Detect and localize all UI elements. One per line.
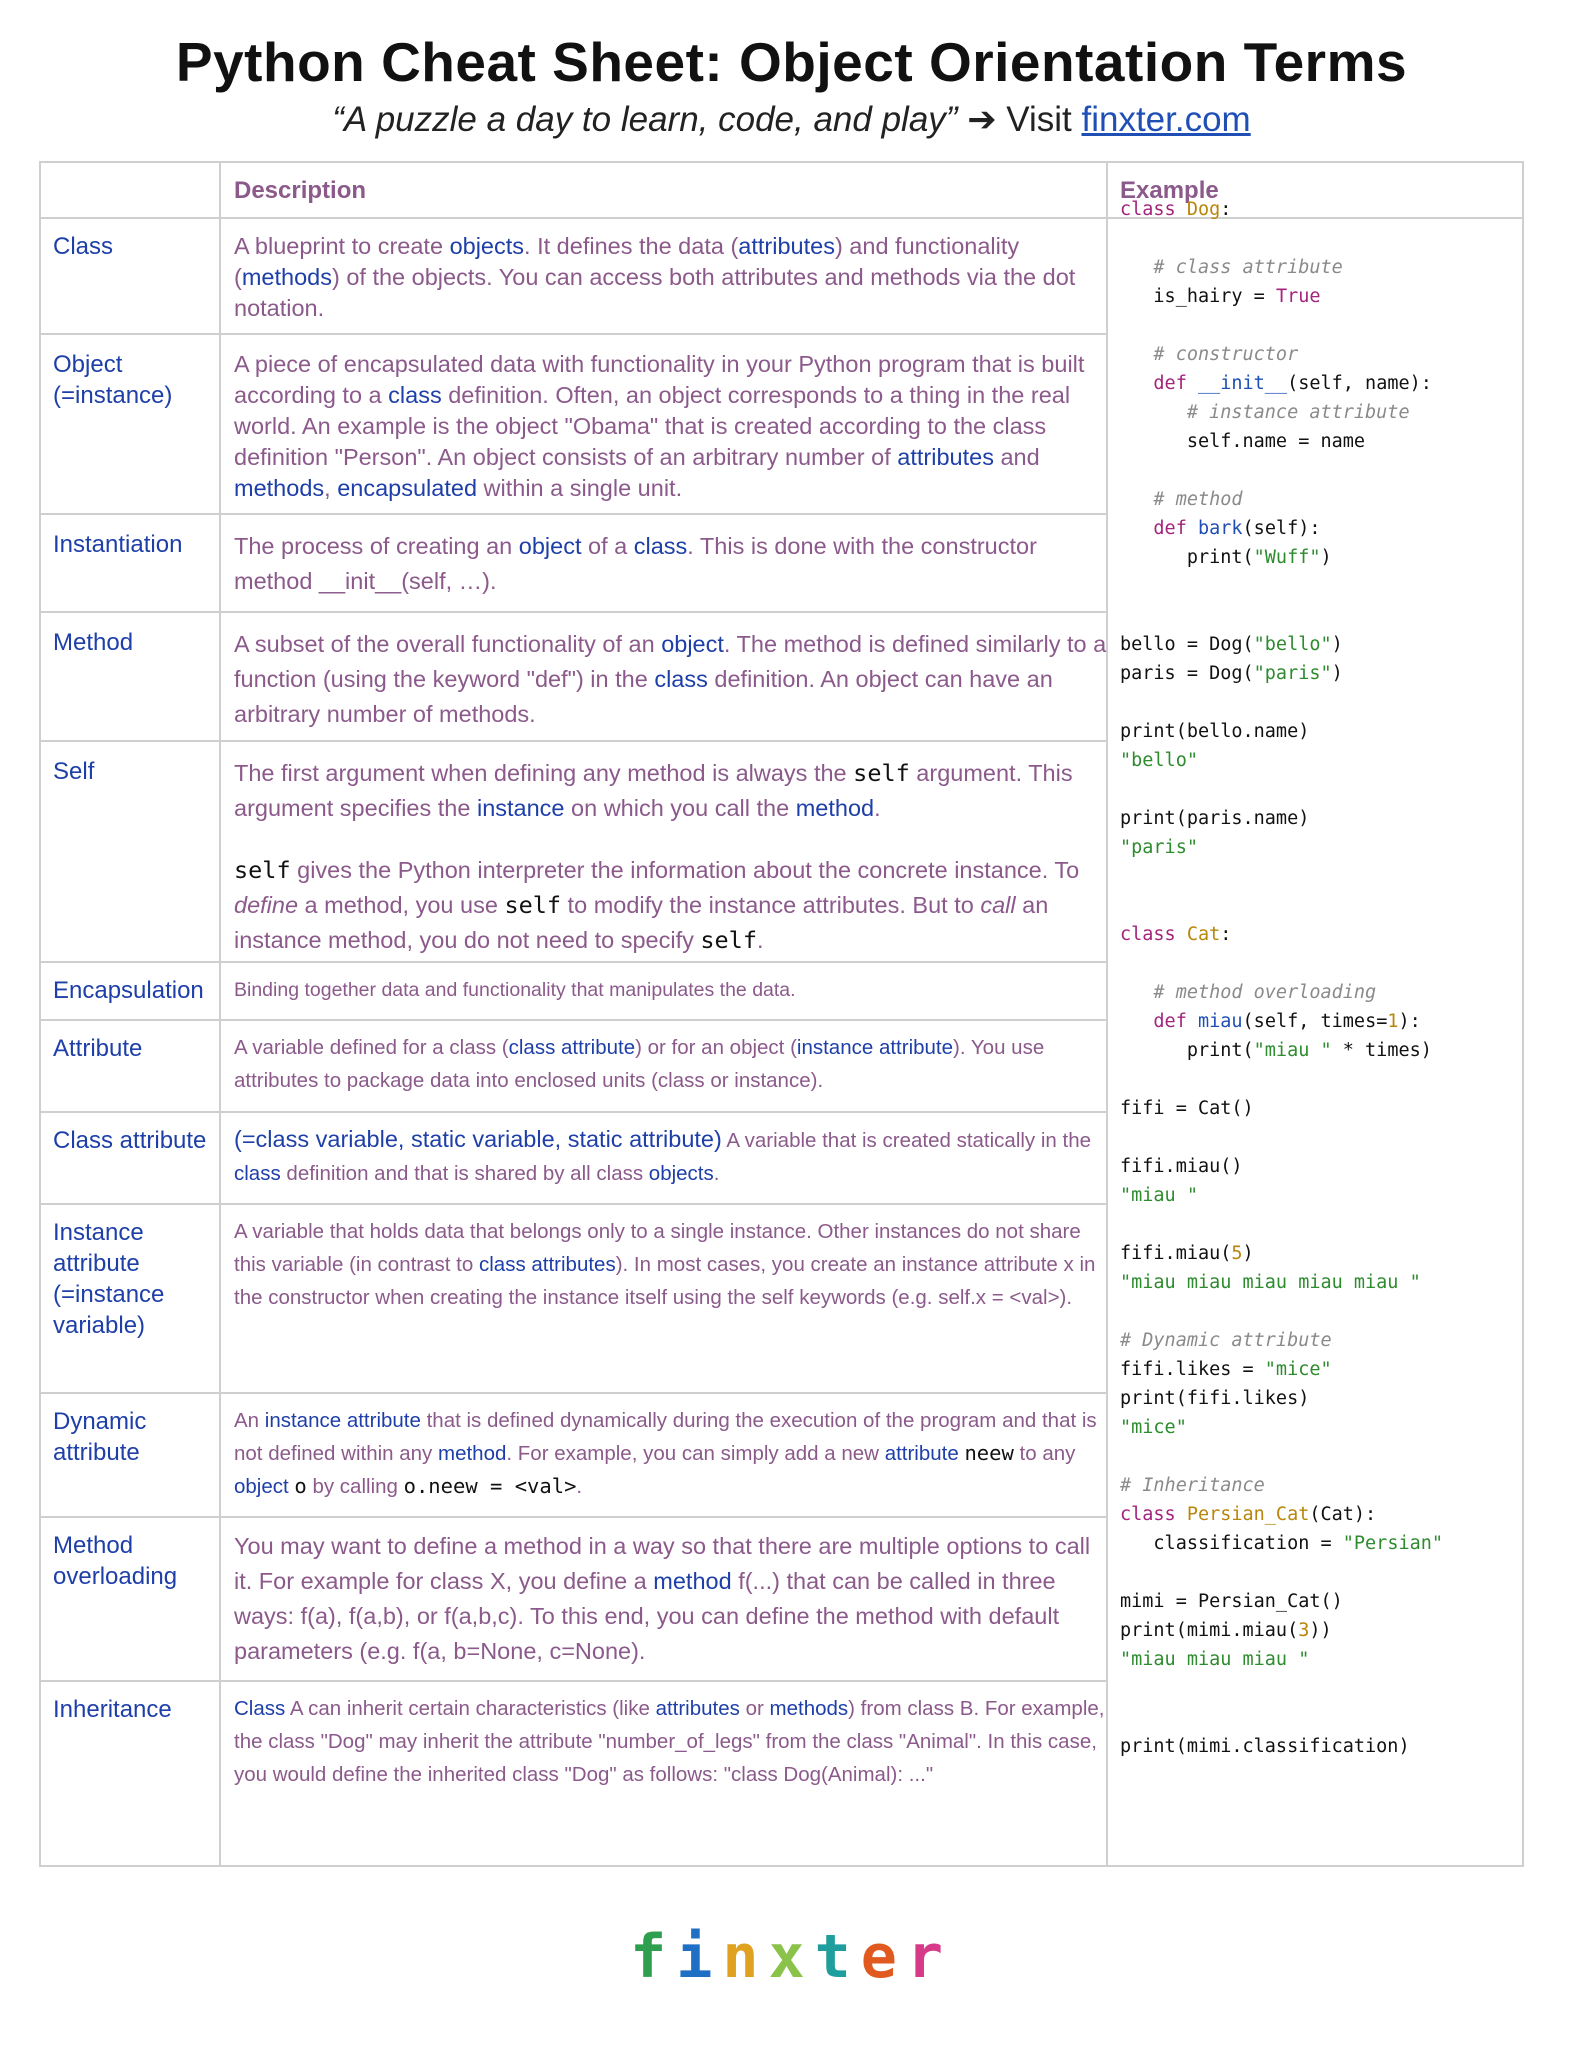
code-token: class [1120,924,1187,945]
keyword-link: class [654,666,708,692]
term-class-attribute: Class attribute [53,1127,207,1154]
text-run: . [874,795,881,821]
text-run: argument. This argument specifies the [234,760,1073,821]
emphasis: define [234,892,299,918]
text-run: A blueprint to create [234,233,450,259]
code-line [1120,663,1343,684]
desc-instance-attribute [234,1215,1114,1314]
code-line [1120,1272,1421,1293]
code-token: # method [1120,489,1243,510]
term-dynamic-attribute: Dynamic attribute [53,1408,147,1466]
term-method: Method [53,629,134,656]
code-token: "miau " [1253,1040,1332,1061]
keyword-link: methods [241,264,332,290]
text-run: of a [581,533,634,559]
logo-letter: f [630,1922,677,1992]
page-title: Python Cheat Sheet: Object Orientation Terms [175,31,1408,93]
code-line [1120,1417,1187,1438]
term-self: Self [53,758,95,785]
code-token: ) [1331,634,1343,655]
code-line [1120,199,1231,220]
code-token: is_hairy = [1120,286,1276,307]
keyword-link: class [388,382,442,408]
desc-method [234,627,1114,732]
keyword-link: instance attribute [264,1409,421,1432]
text-run: . [576,1475,583,1498]
arrow-icon: ➔ [967,100,997,139]
emphasis: call [980,892,1016,918]
code-token: "Persian" [1342,1533,1444,1554]
code-token [1120,518,1153,539]
code-token: self.name = name [1120,431,1366,452]
desc-instantiation [234,529,1114,599]
code-token: * times) [1331,1040,1432,1061]
text-run: gives the Python interpreter the information about the concrete instance. To [290,857,1080,883]
code-line [1120,1156,1243,1177]
column-divider [219,163,221,1865]
code-token: : [1220,924,1232,945]
term-encapsulation: Encapsulation [53,977,204,1004]
code-line [1120,344,1298,365]
row-divider [41,513,1106,515]
text-run: a method, you use [298,892,505,918]
text-run: ) or for an object ( [635,1036,797,1059]
code-line [1120,402,1410,423]
code-line [1120,1533,1443,1554]
row-divider [41,1516,1106,1518]
desc-method-overloading [234,1529,1114,1669]
code-token: fifi.miau() [1120,1156,1243,1177]
text-run: . This is done with the constructor method __init__(self, …). [234,533,1037,594]
code-token: fifi.miau( [1120,1243,1232,1264]
keyword-link: attributes [655,1697,740,1720]
keyword-link: attribute [884,1442,959,1465]
code-line [1120,837,1198,858]
text-run: by calling [306,1475,404,1498]
code-line [1120,982,1376,1003]
code-token: 3 [1298,1620,1310,1641]
code-line [1120,1040,1432,1061]
code-token: fifi = Cat() [1120,1098,1254,1119]
text-run: ) of the objects. You can access both attributes and methods via the dot notation. [234,264,1076,321]
desc-class-attribute [234,1123,1114,1190]
code-line [1120,1359,1332,1380]
desc-dynamic-attribute [234,1404,1114,1503]
row-divider [41,1680,1106,1682]
text-run: definition and that is shared by all class [280,1162,649,1185]
text-run: ) and functionality ( [234,233,1020,290]
term-instantiation: Instantiation [53,531,183,558]
text-run: within a single unit. [477,475,683,501]
text-run: You may want to define a method in a way so that there are multiple options to call it. For example for class X, you define a [234,1533,1091,1594]
desc-attribute [234,1031,1114,1097]
text-run: A variable that is created statically in the [721,1129,1092,1152]
text-run: The first argument when defining any method is always the [234,760,854,786]
desc-class [234,231,1114,324]
code-token: True [1275,286,1321,307]
code-line [1120,750,1198,771]
text-run: an instance method, you do not need to specify [234,892,1049,953]
code-inline: o.neew = <val> [403,1474,577,1498]
keyword-link: Class [234,1697,286,1720]
text-run: ). You use attributes to package data into enclosed units (class or instance). [234,1036,1045,1092]
row-divider [41,740,1106,742]
code-inline: self [504,891,562,919]
text-run: or [739,1697,770,1720]
code-inline: self [700,926,757,954]
code-token: (self): [1242,518,1321,539]
code-token: "bello" [1120,750,1198,771]
code-token: # Dynamic attribute [1120,1330,1332,1351]
keyword-link: methods [769,1697,849,1720]
code-token: def [1153,518,1198,539]
keyword-link: objects [449,233,525,259]
code-token: def [1153,1011,1198,1032]
desc-inheritance [234,1692,1114,1791]
code-line [1120,1098,1254,1119]
code-line [1120,1736,1410,1757]
desc-self-2 [234,853,1114,958]
text-run: definition. Often, an object corresponds to a thing in the real world. An example is the object "Obama" that is created according to the class definition "Person". An object consists of an arbitrary number of [234,382,1071,470]
code-token: classification = [1120,1533,1343,1554]
code-line [1120,924,1231,945]
code-token: print( [1120,1040,1254,1061]
code-token: 1 [1387,1011,1399,1032]
code-token: print(bello.name) [1120,721,1310,742]
code-token: mimi = Persian_Cat() [1120,1591,1343,1612]
keyword-link: objects [648,1162,714,1185]
code-token: Cat [1186,924,1221,945]
code-inline: self [234,856,291,884]
code-token: "Wuff" [1253,547,1321,568]
code-token: # method overloading [1120,982,1377,1003]
code-line [1120,1185,1198,1206]
logo-letter: r [906,1922,953,1992]
code-token: # class attribute [1120,257,1343,278]
code-line [1120,518,1321,539]
term-inheritance: Inheritance [53,1696,172,1723]
code-line [1120,1011,1421,1032]
keyword-link: methods [234,475,325,501]
logo-letter: x [768,1922,815,1992]
code-token [1120,373,1153,394]
subtitle [0,100,1583,140]
code-token: "mice" [1264,1359,1332,1380]
keyword-link: class attributes [478,1253,616,1276]
code-line [1120,1330,1332,1351]
keyword-link: object [234,1475,289,1498]
code-token: # instance attribute [1120,402,1410,423]
code-line [1120,808,1309,829]
code-token: (self, times= [1242,1011,1388,1032]
code-token: paris = Dog( [1120,663,1254,684]
finxter-logo [0,1922,1583,1992]
row-divider [41,1111,1106,1113]
subtitle-quote: “A puzzle a day to learn, code, and play” [332,100,958,139]
row-divider [41,611,1106,613]
code-token: bello = Dog( [1120,634,1254,655]
code-token: miau [1197,1011,1243,1032]
code-token: __init__ [1197,373,1288,394]
text-run: A subset of the overall functionality of an [234,631,662,657]
logo-letter: t [814,1922,861,1992]
row-divider [41,333,1106,335]
keyword-link: encapsulated [337,475,478,501]
code-token: print( [1120,547,1254,568]
code-token: class [1120,199,1187,220]
synonym-note: (=class variable, static variable, static attribute) [234,1126,722,1152]
text-run: . [756,927,764,953]
code-inline: neew [964,1441,1014,1465]
text-run: on which you call the [564,795,796,821]
row-divider [41,1392,1106,1394]
text-run: , [324,475,338,501]
row-divider [41,961,1106,963]
desc-self [234,756,1114,826]
code-inline: self [853,759,910,787]
finxter-link[interactable]: finxter.com [1081,100,1251,139]
header-divider [41,217,1524,219]
code-token: : [1220,199,1232,220]
code-token: print(paris.name) [1120,808,1310,829]
terms-table [39,161,1524,1867]
desc-encapsulation [234,974,1114,1007]
code-token: ): [1398,1011,1421,1032]
text-run: and [993,444,1040,470]
code-line [1120,1504,1376,1525]
code-line [1120,286,1321,307]
code-line [1120,431,1365,452]
code-inline: o [294,1474,307,1498]
code-token: Dog [1186,199,1221,220]
keyword-link: class [633,533,688,559]
text-run: . The method is defined similarly to a function (using the keyword "def") in the [234,631,1107,692]
keyword-link: class [234,1162,281,1185]
code-line [1120,1649,1309,1670]
code-token: 5 [1231,1243,1243,1264]
text-run: to modify the instance attributes. But to [561,892,981,918]
code-token: bark [1197,518,1243,539]
code-token: class [1120,1504,1187,1525]
text-run: A can inherit certain characteristics (like [285,1697,656,1720]
text-run: The process of creating an [234,533,519,559]
keyword-link: method [653,1568,732,1594]
text-run: . It defines the data ( [524,233,739,259]
text-run: Binding together data and functionality that manipulates the data. [234,979,796,1001]
term-attribute: Attribute [53,1035,143,1062]
keyword-link: method [795,795,875,821]
code-token: "bello" [1253,634,1332,655]
code-line [1120,489,1243,510]
subtitle-visit: Visit [1006,100,1072,139]
code-token: )) [1309,1620,1332,1641]
code-line [1120,634,1343,655]
code-token: ) [1242,1243,1254,1264]
text-run: A variable defined for a class ( [234,1036,509,1059]
code-token: ) [1331,663,1343,684]
code-line [1120,721,1309,742]
code-token: "mice" [1120,1417,1187,1438]
code-token: "paris" [1253,663,1332,684]
text-run: A piece of encapsulated data with functionality in your Python program that is built according to a [234,351,1085,408]
term-instance-attribute: Instance attribute (=instance variable) [53,1219,165,1339]
code-token: (Cat): [1309,1504,1377,1525]
term-method-overloading: Method overloading [53,1532,178,1590]
code-token: print(mimi.classification) [1120,1736,1410,1757]
term-object: Object (=instance) [53,351,173,409]
code-token [1120,1011,1153,1032]
code-line [1120,1388,1309,1409]
text-run: that is defined dynamically during the execution of the program and that is not defined within any [234,1409,1097,1465]
code-line [1120,547,1332,568]
code-token: (self, name): [1287,373,1432,394]
text-run: A variable that holds data that belongs only to a single instance. Other instances do not share this variable (in contrast to [234,1220,1081,1276]
row-divider [41,1019,1106,1021]
keyword-link: attributes [738,233,835,259]
code-token: # constructor [1120,344,1299,365]
code-line [1120,1620,1332,1641]
keyword-link: attributes [897,444,994,470]
text-run: ) from class B. For example, the class "Dog" may inherit the attribute "number_of_legs" from the class "Animal". In this case, you would define the inherited class "Dog" as follows: "class Dog(Animal): ..." [234,1697,1105,1786]
term-class: Class [53,233,114,260]
keyword-link: instance attribute [796,1036,954,1059]
code-token: print(fifi.likes) [1120,1388,1310,1409]
code-token: "miau miau miau miau miau " [1120,1272,1421,1293]
code-line [1120,257,1343,278]
col-header-example: Example [1120,177,1219,204]
col-header-description: Description [234,177,367,204]
code-token: def [1153,373,1198,394]
code-token: "miau " [1120,1185,1198,1206]
keyword-link: instance [476,795,565,821]
code-line [1120,1591,1343,1612]
keyword-link: class attribute [508,1036,636,1059]
code-token: Persian_Cat [1186,1504,1310,1525]
code-token: fifi.likes = [1120,1359,1265,1380]
desc-object [234,349,1114,504]
keyword-link: object [661,631,724,657]
text-run: An [234,1409,265,1432]
logo-letter: n [722,1922,769,1992]
text-run: . [713,1162,720,1185]
text-run: f(...) that can be called in three ways: f(a), f(a,b), or f(a,b,c). To this end, you can define the method with default parameters (e.g. f(a, b=None, c=None). [234,1568,1060,1664]
code-token: "paris" [1120,837,1198,858]
text-run: . For example, you can simply add a new [506,1442,885,1465]
code-line [1120,1475,1265,1496]
text-run: definition. An object can have an arbitrary number of methods. [234,666,1053,727]
code-line [1120,373,1432,394]
logo-letter: i [676,1922,723,1992]
logo-letter: e [860,1922,907,1992]
keyword-link: method [438,1442,507,1465]
text-run: ). In most cases, you create an instance attribute x in the constructor when creating the instance itself using the self keywords (e.g. self.x = <val>). [234,1253,1096,1309]
row-divider [41,1203,1106,1205]
code-token: # Inheritance [1120,1475,1265,1496]
code-token: "miau miau miau " [1120,1649,1310,1670]
code-token: ) [1320,547,1332,568]
code-line [1120,1243,1254,1264]
text-run: to any [1013,1442,1076,1465]
keyword-link: object [518,533,582,559]
code-token: print(mimi.miau( [1120,1620,1299,1641]
